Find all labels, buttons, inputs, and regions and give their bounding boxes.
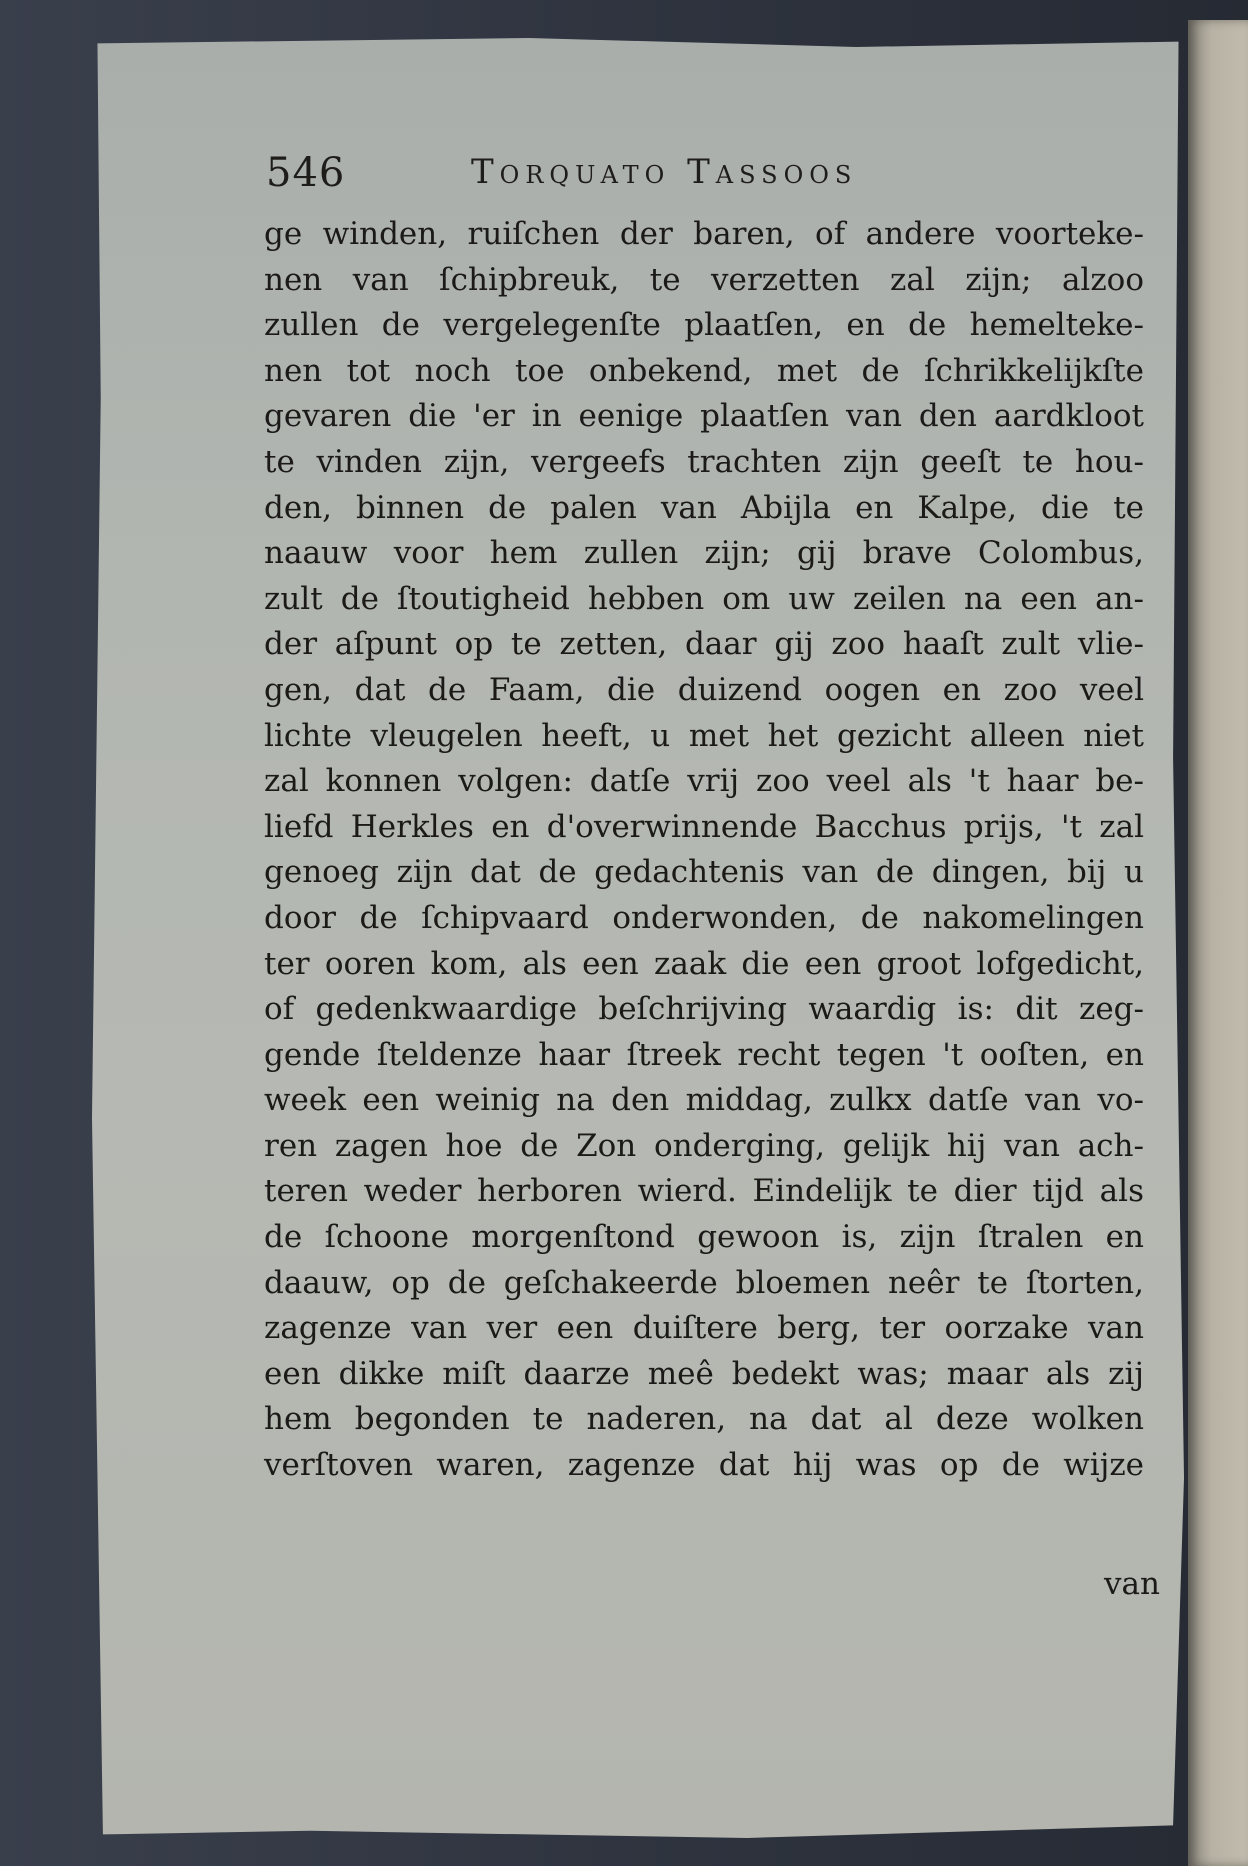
running-title: Torquato Tassoos [471,152,858,192]
text-line: lichte vleugelen heeft, u met het gezicht alleen niet [264,717,1144,754]
catchword: van [1104,1566,1160,1602]
text-line: ren zagen hoe de Zon onderging, gelijk hij van ach- [264,1127,1144,1164]
text-line: nen van ſchipbreuk, te verzetten zal zijn; alzoo [264,261,1144,298]
text-line: verſtoven waren, zagenze dat hij was op de wijze [264,1447,1144,1484]
text-line: gende ſteldenze haar ſtreek recht tegen 't ooſten, en [264,1036,1144,1073]
text-line: door de ſchipvaard onderwonden, de nakomelingen [264,899,1144,936]
text-line: te vinden zijn, vergeefs trachten zijn geeſt te hou- [264,443,1144,480]
text-line: gen, dat de Faam, die duizend oogen en zoo veel [264,671,1144,708]
text-line: zagenze van ver een duiſtere berg, ter oorzake van [264,1310,1144,1347]
body-text [264,212,1144,1489]
text-line: hem begonden te naderen, na dat al deze wolken [264,1401,1144,1438]
text-line: week een weinig na den middag, zulkx datſe van vo- [264,1082,1144,1119]
text-line: gevaren die 'er in eenige plaatſen van den aardkloot [264,398,1144,435]
text-line: of gedenkwaardige beſchrijving waardig is: dit zeg- [264,991,1144,1028]
text-line: teren weder herboren wierd. Eindelijk te dier tijd als [264,1173,1144,1210]
text-line: zullen de vergelegenſte plaatſen, en de hemelteke- [264,307,1144,344]
text-line: nen tot noch toe onbekend, met de ſchrikkelijkſte [264,352,1144,389]
text-line: zal konnen volgen: datſe vrij zoo veel als 't haar be- [264,763,1144,800]
text-line: naauw voor hem zullen zijn; gij brave Colombus, [264,535,1144,572]
text-line: ter ooren kom, als een zaak die een groot lofgedicht, [264,945,1144,982]
text-line: zult de ſtoutigheid hebben om uw zeilen na een an- [264,580,1144,617]
text-line: den, binnen de palen van Abijla en Kalpe, die te [264,489,1144,526]
page-header [266,150,1166,210]
text-line: der aſpunt op te zetten, daar gij zoo haaſt zult vlie- [264,626,1144,663]
page-number: 546 [266,150,346,196]
text-line: ge winden, ruiſchen der baren, of andere voorteke- [264,216,1144,252]
adjacent-page-edge [1188,20,1248,1866]
text-line: liefd Herkles en d'overwinnende Bacchus prijs, 't zal [264,808,1144,845]
text-line: de ſchoone morgenſtond gewoon is, zijn ſtralen en [264,1219,1144,1256]
text-line: een dikke miſt daarze meê bedekt was; maar als zij [264,1355,1144,1392]
text-line: daauw, op de geſchakeerde bloemen neêr te ſtorten, [264,1264,1144,1301]
text-line: genoeg zijn dat de gedachtenis van de dingen, bij u [264,854,1144,891]
